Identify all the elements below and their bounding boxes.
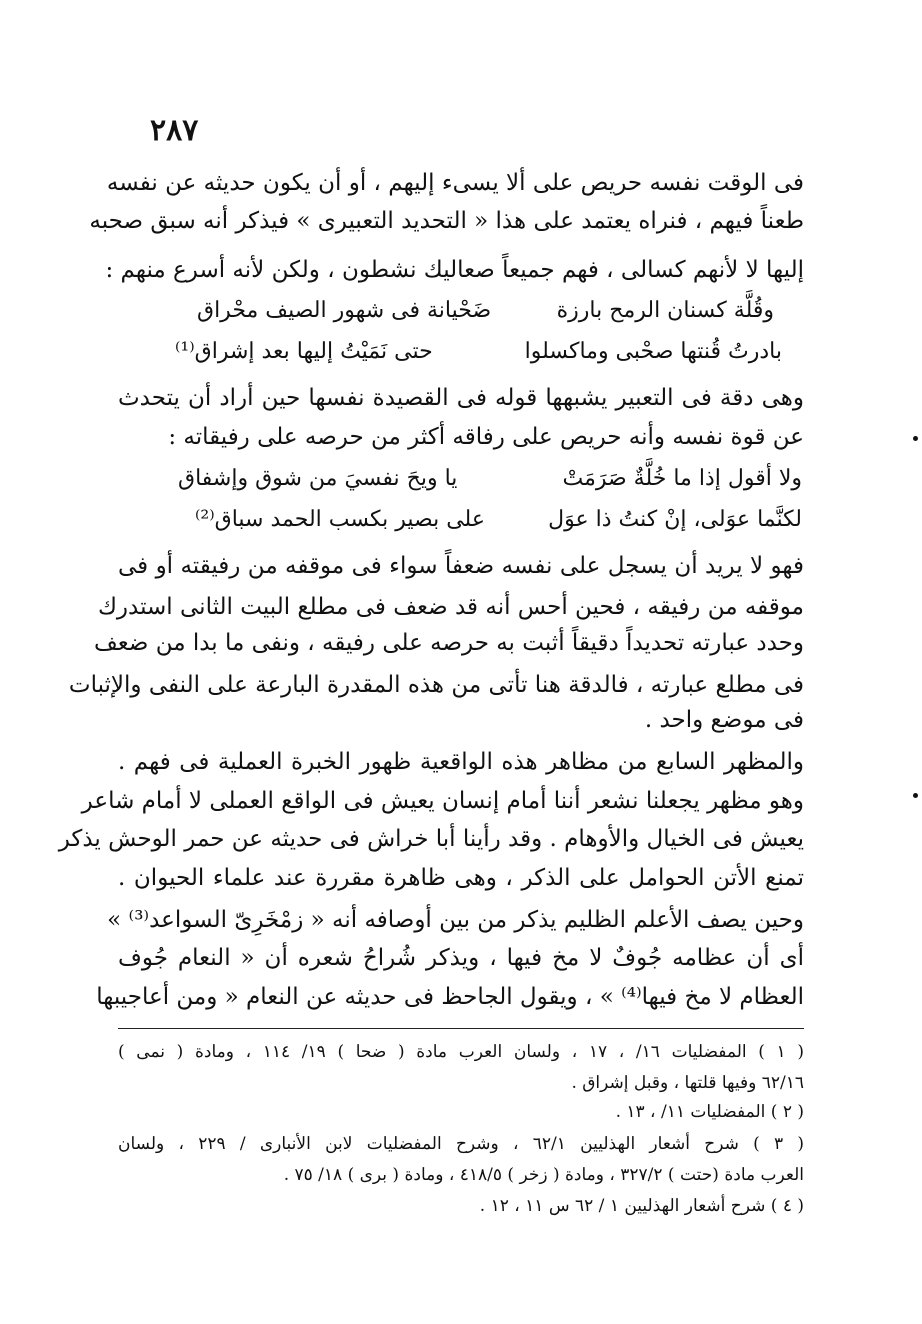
footnote-line: العرب مادة (حتت ) ٣٢٧/٢ ، ومادة ( زخر ) ٤١٨/٥ ، ومادة ( برى ) ١٨/ ٧٥ . xyxy=(283,1165,804,1185)
verse-second-hemistich: ضَحْيانة فى شهور الصيف محْراق xyxy=(197,298,492,323)
verse-first-hemistich: بادرتُ قُنتها صحْبى وماكسلوا xyxy=(524,339,782,364)
body-line: وحين يصف الأعلم الظليم يذكر من بين أوصافه أنه « زمْخَرِىّ السواعد⁽³⁾ » xyxy=(107,907,804,933)
footnote-line: ٦٢/١٦ وفيها قلتها ، وقبل إشراق . xyxy=(571,1073,804,1093)
footnote-line: ( ٤ ) شرح أشعار الهذليين ١ / ٦٢ س ١١ ، ١٢ . xyxy=(479,1196,804,1216)
verse-first-hemistich: وقُلَّة كسنان الرمح بارزة xyxy=(556,298,774,323)
body-line: يعيش فى الخيال والأوهام . وقد رأينا أبا خراش فى حديثه عن حمر الوحش يذكر xyxy=(58,826,804,852)
verse-first-hemistich: لكنَّما عوَلى، إنْ كنتُ ذا عوَل xyxy=(548,507,802,532)
margin-mark xyxy=(913,436,918,441)
footnote-line: ( ١ ) المفضليات ١٦/ ، ١٧ ، ولسان العرب مادة ( ضحا ) ١٩/ ١١٤ ، ومادة ( نمى ) xyxy=(118,1042,804,1062)
verse-second-hemistich: حتى نَمَيْتُ إليها بعد إشراق⁽¹⁾ xyxy=(175,339,433,364)
body-line: فى موضع واحد . xyxy=(644,707,804,733)
body-line: فى الوقت نفسه حريص على ألا يسىء إليهم ، أو أن يكون حديثه عن نفسه xyxy=(106,170,804,196)
footnote-line: ( ٢ ) المفضليات ١١/ ، ١٣ . xyxy=(615,1102,804,1122)
body-line: طعناً فيهم ، فنراه يعتمد على هذا « التحديد التعبيرى » فيذكر أنه سبق صحبه xyxy=(89,208,804,234)
body-line: أى أن عظامه جُوفٌ لا مخ فيها ، ويذكر شُراحُ شعره أن « النعام جُوف xyxy=(118,945,804,971)
verse-first-hemistich: ولا أقول إذا ما خُلَّةٌ صَرَمَتْ xyxy=(562,466,802,491)
margin-mark xyxy=(913,793,918,798)
verse-second-hemistich: يا ويحَ نفسيَ من شوق وإشفاق xyxy=(178,466,458,491)
footnote-line: ( ٣ ) شرح أشعار الهذليين ٦٢/١ ، وشرح المفضليات لابن الأنبارى / ٢٢٩ ، ولسان xyxy=(118,1134,805,1154)
footnote-separator xyxy=(118,1028,804,1029)
body-line: فهو لا يريد أن يسجل على نفسه ضعفاً سواء فى موقفه من رفيقته أو فى xyxy=(118,553,804,579)
body-line: وحدد عبارته تحديداً دقيقاً أثبت به حرصه على رفيقه ، ونفى ما بدا من ضعف xyxy=(93,630,804,656)
body-line: وهى دقة فى التعبير يشبهها قوله فى القصيدة نفسها حين أراد أن يتحدث xyxy=(118,385,804,411)
body-line: وهو مظهر يجعلنا نشعر أننا أمام إنسان يعيش فى الواقع العملى لا أمام شاعر xyxy=(81,788,804,814)
body-line: تمنع الأتن الحوامل على الذكر ، وهى ظاهرة مقررة عند علماء الحيوان . xyxy=(118,865,804,891)
body-line: موقفه من رفيقه ، فحين أحس أنه قد ضعف فى مطلع البيت الثانى استدرك xyxy=(97,594,804,620)
body-line: إليها لا لأنهم كسالى ، فهم جميعاً صعاليك نشطون ، ولكن لأنه أسرع منهم : xyxy=(105,257,804,283)
body-line: عن قوة نفسه وأنه حريص على رفاقه أكثر من حرصه على رفيقاته : xyxy=(168,424,804,450)
body-line: والمظهر السابع من مظاهر هذه الواقعية ظهور الخبرة العملية فى فهم . xyxy=(118,749,804,775)
page-number: ٢٨٧ xyxy=(150,113,199,148)
verse-second-hemistich: على بصير بكسب الحمد سباق⁽²⁾ xyxy=(195,507,485,532)
body-line: فى مطلع عبارته ، فالدقة هنا تأتى من هذه المقدرة البارعة على النفى والإثبات xyxy=(68,672,804,698)
body-line: العظام لا مخ فيها⁽⁴⁾ » ، ويقول الجاحظ فى حديثه عن النعام « ومن أعاجيبها xyxy=(96,984,804,1010)
